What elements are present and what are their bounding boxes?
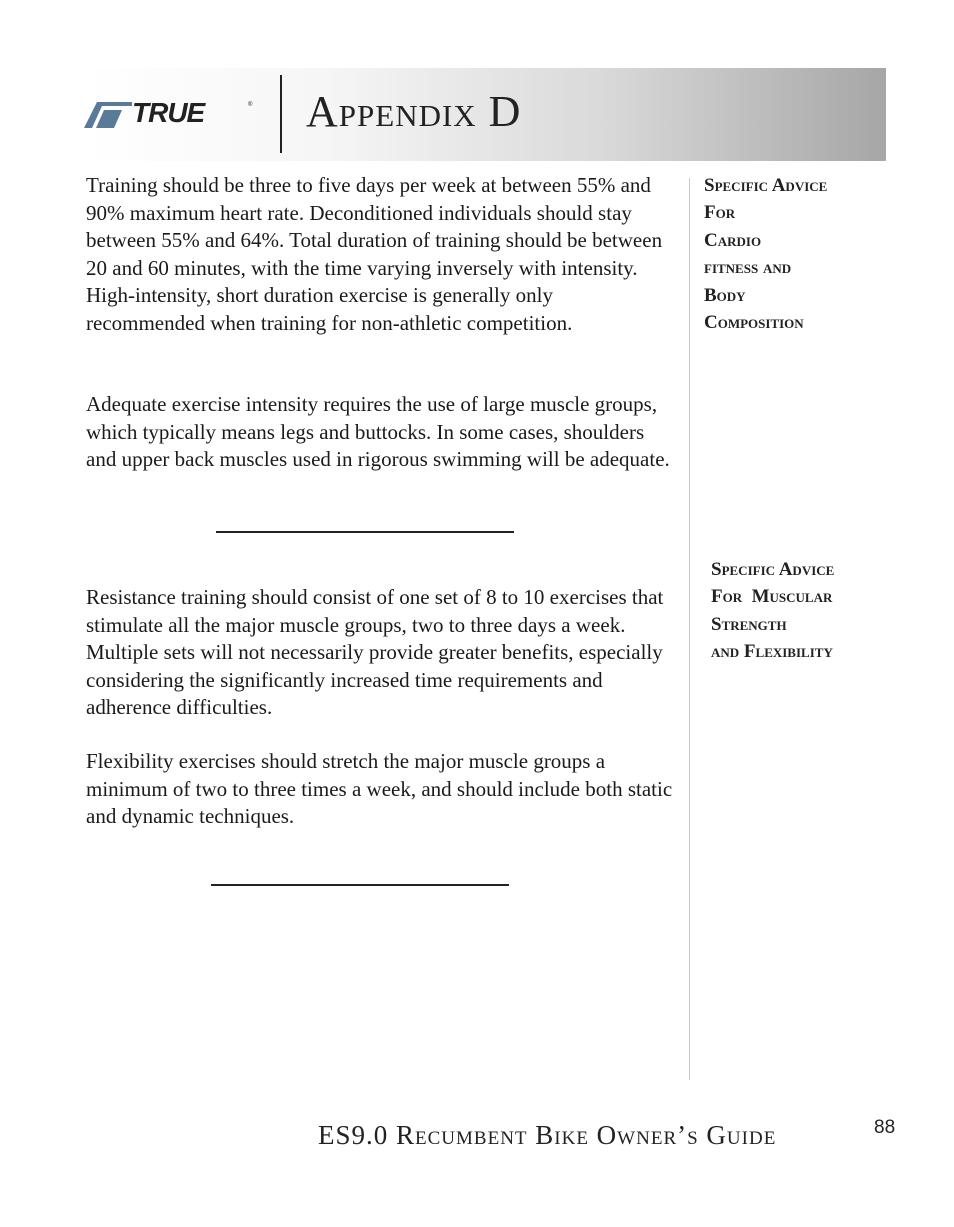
true-logo-mark-icon bbox=[84, 102, 132, 128]
footer-guide-title: ES9.0 Recumbent Bike Owner’s Guide bbox=[318, 1120, 777, 1150]
section-1-paragraph-1 bbox=[86, 172, 676, 337]
page-title: Appendix D bbox=[306, 87, 522, 136]
header-divider bbox=[280, 75, 282, 153]
sidebar-heading-line: and Flexibility bbox=[711, 641, 833, 663]
section-divider-rule bbox=[216, 531, 514, 533]
sidebar-heading-line: Composition bbox=[704, 312, 804, 334]
sidebar-heading-line: Specific Advice bbox=[704, 175, 828, 196]
section-divider-rule bbox=[211, 884, 509, 886]
sidebar-heading-line: fitness and bbox=[704, 257, 792, 279]
paragraph-text: Resistance training should consist of one set of 8 to 10 exercises that stimulate all the major muscle groups, two to three days a week. Multiple sets will not necessarily provide greater benefits, especially considering the significantly increased time requirements and adherence difficulties. bbox=[86, 585, 664, 719]
paragraph-text: Adequate exercise intensity requires the use of large muscle groups, which typically means legs and buttocks. In some cases, shoulders and upper back muscles used in rigorous swimming will be adequate. bbox=[86, 392, 670, 471]
section-1-paragraph-2 bbox=[86, 391, 676, 474]
trademark-mark: ® bbox=[248, 102, 253, 108]
paragraph-text: Training should be three to five days per week at between 55% and 90% maximum heart rate. Deconditioned individuals should stay between 55% and 64%. Total duration of training should be between 20 and 60 minutes, with the time varying inversely with intensity. High-intensity, short duration exercise is generally only recommended when training for non-athletic competition. bbox=[86, 173, 663, 335]
section-2-paragraph-2 bbox=[86, 748, 676, 831]
brand-wordmark: TRUE bbox=[132, 97, 205, 128]
sidebar-heading-cardio bbox=[704, 172, 904, 336]
page-number: 88 bbox=[874, 1117, 896, 1138]
sidebar-heading-line: Body bbox=[704, 284, 746, 306]
sidebar-heading-strength bbox=[711, 556, 911, 666]
sidebar-heading-line: Strength bbox=[711, 613, 787, 635]
sidebar-heading-line: Specific Advice bbox=[711, 559, 835, 580]
sidebar-heading-line: For bbox=[704, 202, 736, 224]
true-logo bbox=[84, 97, 254, 128]
section-2-paragraph-1 bbox=[86, 584, 676, 722]
sidebar-heading-line: Cardio bbox=[704, 229, 762, 251]
sidebar-divider bbox=[689, 178, 690, 1080]
paragraph-text: Flexibility exercises should stretch the major muscle groups a minimum of two to three times a week, and should include both static and dynamic techniques. bbox=[86, 749, 673, 828]
sidebar-heading-line: For Muscular bbox=[711, 586, 833, 608]
